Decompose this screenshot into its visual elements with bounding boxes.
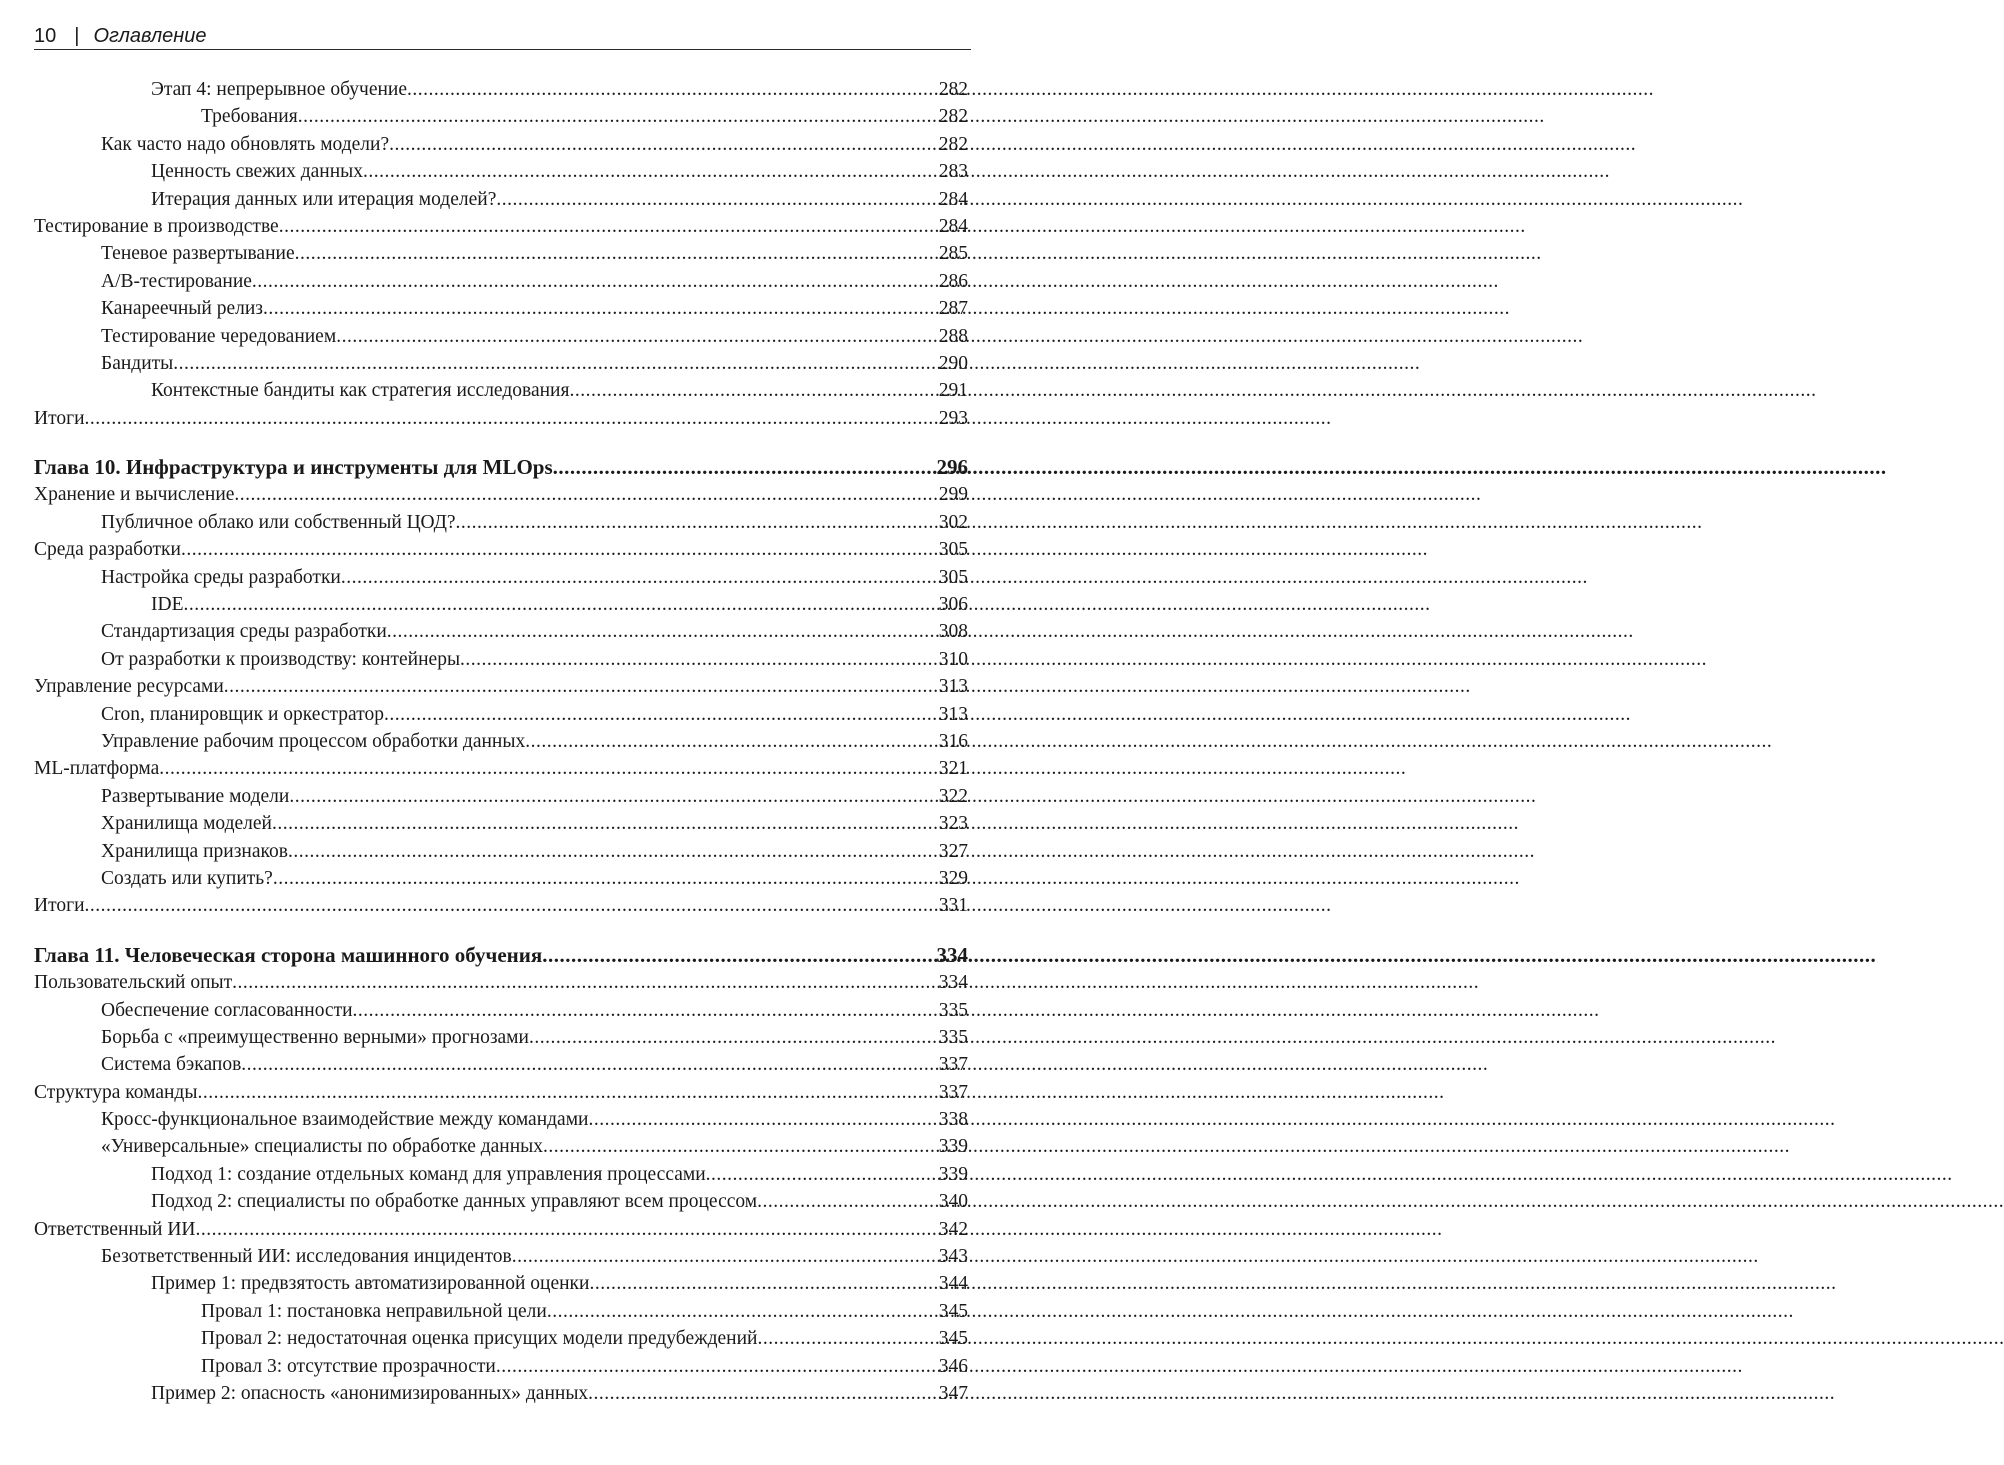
toc-dot-leader: [159, 755, 938, 782]
toc-dot-leader: [525, 728, 939, 755]
running-head: [34, 22, 971, 50]
toc-entry: [34, 564, 968, 591]
toc-dot-leader: [456, 509, 939, 536]
toc-entry-title: Хранилища моделей: [101, 813, 272, 835]
section-title: Оглавление: [93, 25, 207, 47]
toc-entry-page: 345: [938, 1328, 968, 1350]
toc-entry-page: 286: [938, 270, 968, 292]
toc-entry-title: Пример 2: опасность «анонимизированных» данных: [151, 1382, 589, 1404]
toc-entry: [34, 997, 968, 1024]
toc-entry-page: 282: [938, 133, 968, 155]
toc-entry-title: Как часто надо обновлять модели?: [101, 133, 390, 155]
toc-entry-page: 305: [938, 566, 968, 588]
toc-entry-title: Провал 3: отсутствие прозрачности: [201, 1355, 496, 1377]
toc-dot-leader: [234, 481, 938, 508]
toc-dot-leader: [224, 673, 939, 700]
toc-entry: [34, 103, 968, 130]
toc-entry: [34, 268, 968, 295]
toc-entry-title: Контекстные бандиты как стратегия исследования: [151, 380, 570, 402]
toc-dot-leader: [336, 323, 939, 350]
toc-entry-title: «Универсальные» специалисты по обработке данных: [101, 1136, 544, 1158]
toc-entry: [34, 295, 968, 322]
toc-entry: [34, 158, 968, 185]
toc-entry: [34, 1353, 968, 1380]
toc-entry: [34, 810, 968, 837]
toc-entry-page: 291: [938, 380, 968, 402]
toc-entry-title: Публичное облако или собственный ЦОД?: [101, 511, 456, 533]
toc-entry-page: 347: [938, 1382, 968, 1404]
toc-dot-leader: [279, 213, 939, 240]
toc-entry-title: Пример 1: предвзятость автоматизированной оценки: [151, 1273, 590, 1295]
toc-entry: [34, 323, 968, 350]
toc-entry-title: ML-платформа: [34, 758, 160, 780]
toc-entry-page: 306: [938, 594, 968, 616]
toc-entry-page: 288: [938, 325, 968, 347]
toc-entry-title: Глава 11. Человеческая сторона машинного обучения: [34, 942, 543, 967]
toc-dot-leader: [569, 377, 938, 404]
toc-entry: [34, 213, 968, 240]
toc-dot-leader: [273, 865, 939, 892]
toc-entry-page: 313: [938, 676, 968, 698]
toc-entry-page: 338: [938, 1109, 968, 1131]
toc-entry-page: 283: [938, 161, 968, 183]
toc-entry-title: Требования: [201, 106, 298, 128]
toc-entry: [34, 481, 968, 508]
toc-dot-leader: [298, 103, 939, 130]
toc-entry: [34, 240, 968, 267]
toc-entry-page: 331: [938, 895, 968, 917]
toc-dot-leader: [197, 1079, 938, 1106]
toc-entry-title: Cron, планировщик и оркестратор: [101, 703, 384, 725]
toc-entry-title: Среда разработки: [34, 539, 181, 561]
toc-entry-page: 327: [938, 840, 968, 862]
toc-entry-title: Хранение и вычисление: [34, 484, 235, 506]
toc-entry-title: Итерация данных или итерация моделей?: [151, 188, 497, 210]
toc-dot-leader: [289, 783, 938, 810]
toc-chapter-heading: [34, 454, 968, 481]
toc-entry-page: 339: [938, 1163, 968, 1185]
toc-entry: [34, 1216, 968, 1243]
toc-entry: [34, 673, 968, 700]
toc-dot-leader: [341, 564, 939, 591]
toc-entry-page: 293: [938, 407, 968, 429]
toc-dot-leader: [757, 1188, 939, 1215]
toc-entry-page: 342: [938, 1218, 968, 1240]
toc-dot-leader: [252, 268, 939, 295]
toc-entry-page: 299: [938, 484, 968, 506]
toc-entry: [34, 1298, 968, 1325]
toc-dot-leader: [387, 618, 939, 645]
toc-entry-page: 302: [938, 511, 968, 533]
toc-entry-page: 335: [938, 999, 968, 1021]
toc-entry-page: 334: [938, 972, 968, 994]
toc-dot-leader: [263, 295, 939, 322]
toc-entry-title: Пользовательский опыт: [34, 972, 233, 994]
toc-entry: [34, 783, 968, 810]
toc-dot-leader: [353, 997, 939, 1024]
toc-entry-title: Провал 2: недостаточная оценка присущих модели предубеждений: [201, 1328, 758, 1350]
toc-dot-leader: [272, 810, 939, 837]
toc-dot-leader: [195, 1216, 938, 1243]
toc-entry: [34, 509, 968, 536]
toc-entry: [34, 186, 968, 213]
toc-dot-leader: [384, 701, 939, 728]
toc-entry-title: A/B-тестирование: [101, 270, 252, 292]
toc-entry-title: Тестирование чередованием: [101, 325, 337, 347]
toc-entry: [34, 1079, 968, 1106]
toc-entry: [34, 755, 968, 782]
toc-entry: [34, 76, 968, 103]
toc-entry-title: Подход 2: специалисты по обработке данных управляют всем процессом: [151, 1191, 758, 1213]
toc-entry-page: 322: [938, 785, 968, 807]
toc-entry-page: 321: [938, 758, 968, 780]
toc-entry-page: 305: [938, 539, 968, 561]
toc-entry-title: Бандиты: [101, 352, 174, 374]
toc-dot-leader: [407, 76, 939, 103]
toc-entry-title: Подход 1: создание отдельных команд для управления процессами: [151, 1163, 706, 1185]
toc-entry-page: 334: [936, 942, 968, 967]
toc-entry-title: Безответственный ИИ: исследования инцидентов: [101, 1246, 512, 1268]
toc-entry: [34, 728, 968, 755]
toc-dot-leader: [288, 838, 939, 865]
toc-dot-leader: [588, 1106, 938, 1133]
toc-entry-page: 346: [938, 1355, 968, 1377]
toc-entry: [34, 838, 968, 865]
toc-entry: [34, 1380, 968, 1407]
toc-entry-page: 345: [938, 1300, 968, 1322]
toc-entry-title: Борьба с «преимущественно верными» прогнозами: [101, 1026, 529, 1048]
toc-entry-page: 343: [938, 1246, 968, 1268]
toc-entry-page: 282: [938, 106, 968, 128]
toc-dot-leader: [496, 1353, 939, 1380]
toc-entry-title: Управление рабочим процессом обработки данных: [101, 730, 526, 752]
toc-entry-title: Канареечный релиз: [101, 298, 263, 320]
toc-entry: [34, 892, 968, 919]
toc-entry-title: Хранилища признаков: [101, 840, 288, 862]
toc-entry-page: 284: [938, 188, 968, 210]
toc-entry-title: Кросс-функциональное взаимодействие между командами: [101, 1109, 589, 1131]
toc-entry: [34, 377, 968, 404]
toc-entry-page: 285: [938, 243, 968, 265]
toc-entry: [34, 131, 968, 158]
toc-dot-leader: [460, 646, 939, 673]
toc-entry-page: 316: [938, 730, 968, 752]
toc-dot-leader: [232, 969, 939, 996]
toc-entry-title: Создать или купить?: [101, 867, 273, 889]
toc-entry-page: 296: [936, 455, 968, 480]
toc-entry-title: Структура команды: [34, 1081, 198, 1103]
toc-entry-title: Итоги: [34, 407, 85, 429]
toc-dot-leader: [542, 942, 936, 969]
toc-entry-page: 323: [938, 813, 968, 835]
toc-entry-title: Обеспечение согласованности: [101, 999, 353, 1021]
toc-dot-leader: [363, 158, 939, 185]
toc-entry: [34, 350, 968, 377]
toc-entry-page: 329: [938, 867, 968, 889]
toc-dot-leader: [547, 1298, 939, 1325]
toc-entry-page: 344: [938, 1273, 968, 1295]
toc-entry-title: Ценность свежих данных: [151, 161, 364, 183]
toc-chapter-heading: [34, 942, 968, 969]
toc-entry-page: 308: [938, 621, 968, 643]
toc-entry: [34, 591, 968, 618]
toc-entry: [34, 618, 968, 645]
toc-entry-title: Развертывание модели: [101, 785, 290, 807]
toc-entry: [34, 1161, 968, 1188]
toc-entry-title: Теневое развертывание: [101, 243, 295, 265]
toc-dot-leader: [181, 536, 939, 563]
page-number: 10: [34, 25, 57, 47]
toc-entry: [34, 865, 968, 892]
toc-entry-page: 340: [938, 1191, 968, 1213]
toc-entry-title: Тестирование в производстве: [34, 215, 279, 237]
toc-entry-page: 310: [938, 648, 968, 670]
toc-entry-page: 313: [938, 703, 968, 725]
toc-dot-leader: [184, 591, 939, 618]
toc-entry: [34, 646, 968, 673]
toc-dot-leader: [543, 1133, 939, 1160]
toc-dot-leader: [706, 1161, 939, 1188]
toc-dot-leader: [295, 240, 939, 267]
toc-dot-leader: [389, 131, 939, 158]
toc-dot-leader: [85, 892, 939, 919]
table-of-contents: [34, 76, 968, 1407]
toc-dot-leader: [757, 1325, 938, 1352]
toc-dot-leader: [496, 186, 938, 213]
toc-entry-title: От разработки к производству: контейнеры: [101, 648, 461, 670]
toc-entry: [34, 1106, 968, 1133]
toc-entry-page: 282: [938, 79, 968, 100]
toc-entry: [34, 1270, 968, 1297]
toc-dot-leader: [589, 1270, 938, 1297]
toc-entry-title: Система бэкапов: [101, 1054, 242, 1076]
toc-entry-page: 287: [938, 298, 968, 320]
toc-entry: [34, 1188, 968, 1215]
toc-entry-title: Стандартизация среды разработки: [101, 621, 387, 643]
toc-entry: [34, 1051, 968, 1078]
toc-entry-page: 337: [938, 1081, 968, 1103]
toc-dot-leader: [241, 1051, 938, 1078]
toc-dot-leader: [588, 1380, 939, 1407]
toc-entry-page: 290: [938, 352, 968, 374]
header-separator: |: [74, 25, 80, 47]
toc-entry-page: 337: [938, 1054, 968, 1076]
toc-entry: [34, 1024, 968, 1051]
toc-entry-page: 284: [938, 215, 968, 237]
toc-entry: [34, 405, 968, 432]
toc-entry: [34, 1325, 968, 1352]
toc-entry-title: Этап 4: непрерывное обучение: [151, 79, 407, 100]
toc-dot-leader: [173, 350, 938, 377]
toc-entry-title: Итоги: [34, 895, 85, 917]
toc-entry-page: 335: [938, 1026, 968, 1048]
toc-dot-leader: [553, 454, 937, 481]
toc-entry: [34, 1243, 968, 1270]
toc-entry: [34, 701, 968, 728]
toc-entry: [34, 536, 968, 563]
toc-entry: [34, 1133, 968, 1160]
toc-entry-title: IDE: [151, 594, 184, 616]
toc-entry-page: 339: [938, 1136, 968, 1158]
toc-entry-title: Ответственный ИИ: [34, 1218, 196, 1240]
toc-entry-title: Настройка среды разработки: [101, 566, 341, 588]
toc-entry: [34, 969, 968, 996]
toc-entry-title: Глава 10. Инфраструктура и инструменты для MLOps: [34, 455, 553, 480]
toc-entry-title: Управление ресурсами: [34, 676, 224, 698]
toc-dot-leader: [529, 1024, 939, 1051]
toc-dot-leader: [85, 405, 939, 432]
toc-entry-title: Провал 1: постановка неправильной цели: [201, 1300, 547, 1322]
toc-dot-leader: [512, 1243, 939, 1270]
